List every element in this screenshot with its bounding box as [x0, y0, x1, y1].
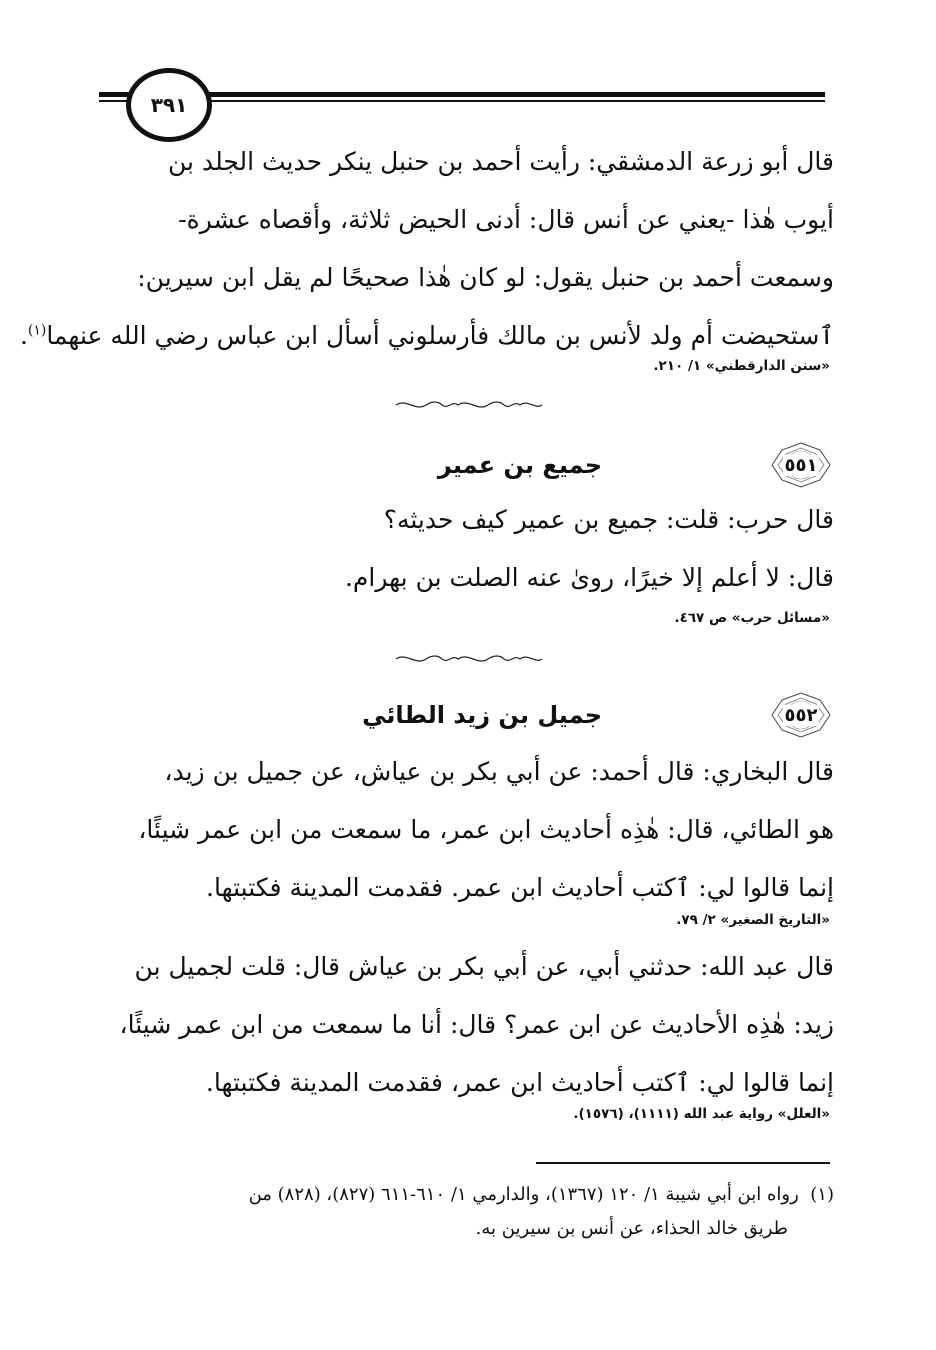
entry-552-source-1: «التاريخ الصغير» ٢/ ٧٩. [676, 912, 830, 928]
entry-552-p1-line-3: إنما قالوا لي: ٱكتب أحاديث ابن عمر. فقدمت المدينة فكتبتها. [206, 873, 834, 902]
intro-line-4 [19, 307, 834, 365]
entry-551-title: جميع بن عمير [437, 451, 602, 479]
entry-551-number: ٥٥١ [784, 454, 818, 476]
entry-552-number: ٥٥٢ [784, 704, 818, 726]
entry-552-p2-line-2: زيد: هٰذِه الأحاديث عن ابن عمر؟ قال: أنا ما سمعت من ابن عمر شيئًا، [119, 1010, 834, 1039]
ornament-divider-2-graphic [388, 652, 548, 666]
entry-552-paragraph-1 [100, 743, 834, 917]
entry-551-line-2: قال: لا أعلم إلا خيرًا، روىٰ عنه الصلت بن بهرام. [344, 563, 834, 592]
intro-line-4-end: . [19, 321, 28, 350]
footnote-separator [536, 1162, 830, 1164]
footnote-1-mark: (١) [810, 1184, 834, 1205]
entry-551-source: «مسائل حرب» ص ٤٦٧. [674, 610, 830, 626]
entry-552-p2-line-1: قال عبد الله: حدثني أبي، عن أبي بكر بن عياش قال: قلت لجميل بن [134, 952, 834, 981]
entry-552-badge [768, 690, 834, 740]
intro-line-4-text: ٱستحيضت أم ولد لأنس بن مالك فأرسلوني أسأل ابن عباس رضي الله عنهما [46, 321, 834, 350]
intro-line-1: قال أبو زرعة الدمشقي: رأيت أحمد بن حنبل ينكر حديث الجلد بن [168, 147, 834, 176]
intro-source: «سنن الدارقطني» ١/ ٢١٠. [653, 358, 830, 374]
footnote-1-line-1 [100, 1178, 834, 1212]
entry-552-source-2: «العلل» رواية عبد الله (١١١١)، (١٥٧٦). [573, 1106, 830, 1122]
intro-line-3: وسمعت أحمد بن حنبل يقول: لو كان هٰذا صحيحًا لم يقل ابن سيرين: [137, 263, 834, 292]
footnote-1 [100, 1178, 834, 1246]
entry-551-body [100, 491, 834, 607]
entry-551-badge [768, 440, 834, 490]
entry-552-p1-line-2: هو الطائي، قال: هٰذِه أحاديث ابن عمر، ما سمعت من ابن عمر شيئًا، [138, 815, 834, 844]
entry-551-header [100, 440, 834, 490]
entry-552-p2-line-3: إنما قالوا لي: ٱكتب أحاديث ابن عمر، فقدمت المدينة فكتبتها. [205, 1068, 834, 1097]
entry-552-title: جميل بن زيد الطائي [362, 701, 602, 729]
ornament-divider-1 [388, 398, 548, 412]
page-number-text: ٣٩١ [150, 93, 188, 117]
entry-552-paragraph-2 [100, 938, 834, 1112]
intro-line-2: أيوب هٰذا -يعني عن أنس قال: أدنى الحيض ثلاثة، وأقصاه عشرة- [178, 205, 834, 234]
footnote-ref-1[interactable]: (١) [27, 322, 47, 339]
entry-551-line-1: قال حرب: قلت: جميع بن عمير كيف حديثه؟ [383, 505, 834, 534]
footnote-1-line-1-text: رواه ابن أبي شيبة ١/ ١٢٠ (١٣٦٧)، والدارمي ١/ ٦١٠-٦١١ (٨٢٧)، (٨٢٨) من [248, 1184, 799, 1205]
entry-552-p1-line-1: قال البخاري: قال أحمد: عن أبي بكر بن عياش، عن جميل بن زيد، [164, 757, 834, 786]
ornament-divider-1-graphic [388, 398, 548, 412]
intro-paragraph [19, 133, 834, 365]
page-number [126, 68, 212, 142]
entry-552-header [100, 690, 834, 740]
ornament-divider-2 [388, 652, 548, 666]
footnote-1-line-2: طريق خالد الحذاء، عن أنس بن سيرين به. [475, 1218, 788, 1239]
